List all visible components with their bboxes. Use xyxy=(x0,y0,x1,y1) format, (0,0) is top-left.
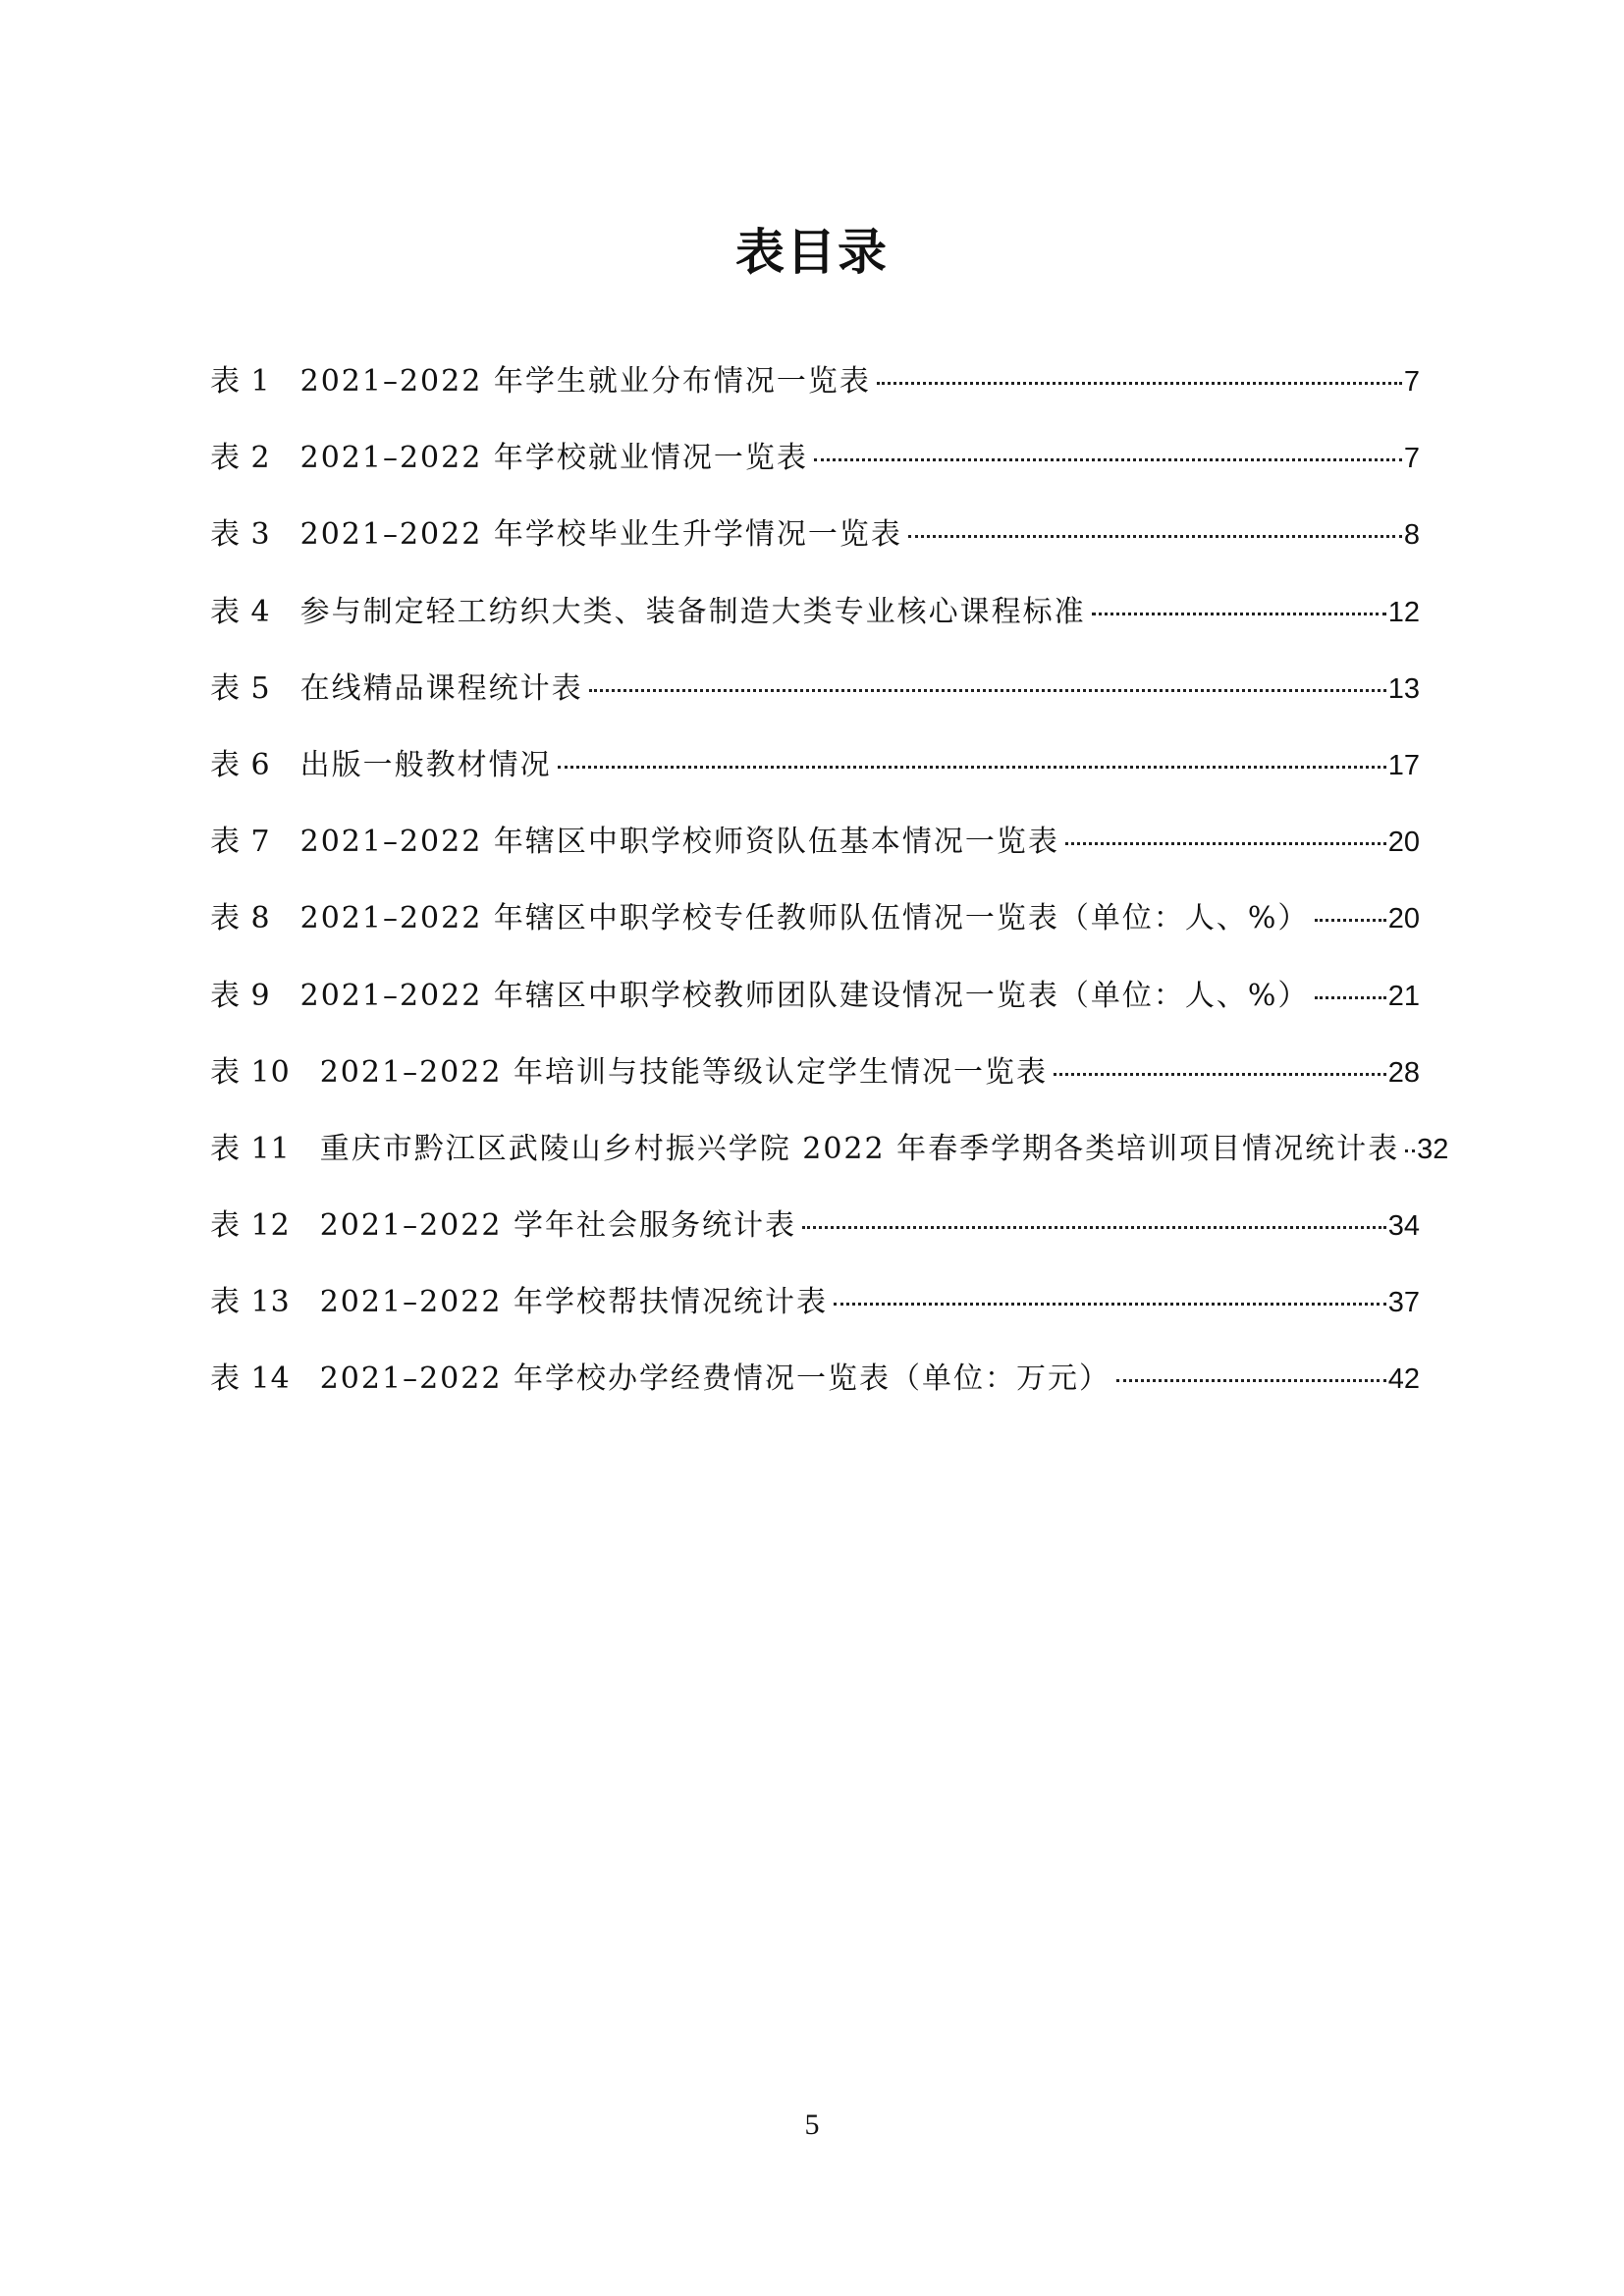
toc-entry-4[interactable] xyxy=(210,588,1420,665)
toc-entry-title: 2021–2022 年学生就业分布情况一览表 xyxy=(299,364,871,399)
toc-entry-1[interactable] xyxy=(210,357,1420,434)
toc-entry-label: 表 7 xyxy=(210,825,271,860)
toc-entry-page: 17 xyxy=(1387,749,1420,781)
toc-dot-leader xyxy=(802,1226,1386,1229)
toc-entry-page: 32 xyxy=(1417,1133,1449,1165)
toc-entry-label: 表 12 xyxy=(210,1208,291,1244)
toc-entry-14[interactable] xyxy=(210,1355,1420,1431)
toc-entry-title: 2021–2022 年学校就业情况一览表 xyxy=(299,441,808,476)
toc-entry-title: 2021–2022 年培训与技能等级认定学生情况一览表 xyxy=(319,1054,1048,1090)
toc-entry-page: 28 xyxy=(1387,1056,1420,1089)
toc-dot-leader xyxy=(1315,919,1385,922)
toc-entry-page: 20 xyxy=(1387,903,1420,935)
toc-entry-10[interactable] xyxy=(210,1048,1420,1125)
toc-dot-leader xyxy=(834,1303,1386,1306)
toc-dot-leader xyxy=(877,382,1402,385)
toc-entry-page: 42 xyxy=(1387,1363,1420,1396)
toc-entry-7[interactable] xyxy=(210,818,1420,894)
toc-entry-title: 参与制定轻工纺织大类、装备制造大类专业核心课程标准 xyxy=(299,594,1086,629)
toc-entry-page: 8 xyxy=(1403,519,1420,552)
toc-entry-page: 12 xyxy=(1387,596,1420,628)
toc-entry-9[interactable] xyxy=(210,972,1420,1048)
toc-entry-page: 21 xyxy=(1387,980,1420,1012)
toc-entry-page: 34 xyxy=(1387,1210,1420,1243)
toc-entry-title: 2021–2022 学年社会服务统计表 xyxy=(319,1208,796,1244)
toc-entry-title: 2021–2022 年辖区中职学校教师团队建设情况一览表（单位：人、%） xyxy=(299,978,1310,1013)
toc-entry-label: 表 5 xyxy=(210,670,271,706)
toc-entry-label: 表 14 xyxy=(210,1362,291,1397)
table-of-contents xyxy=(210,357,1449,1432)
toc-entry-title: 2021–2022 年辖区中职学校专任教师队伍情况一览表（单位：人、%） xyxy=(299,901,1310,936)
toc-entry-label: 表 8 xyxy=(210,901,271,936)
toc-entry-title: 在线精品课程统计表 xyxy=(299,670,583,706)
toc-dot-leader xyxy=(1315,996,1385,999)
toc-entry-label: 表 11 xyxy=(210,1131,291,1166)
toc-entry-label: 表 10 xyxy=(210,1054,291,1090)
toc-entry-page: 13 xyxy=(1387,672,1420,705)
toc-entry-13[interactable] xyxy=(210,1278,1420,1355)
page-title: 表目录 xyxy=(735,223,889,281)
toc-entry-title: 出版一般教材情况 xyxy=(299,747,552,782)
toc-entry-label: 表 6 xyxy=(210,747,271,782)
toc-entry-11[interactable] xyxy=(210,1125,1449,1201)
toc-entry-label: 表 4 xyxy=(210,594,271,629)
toc-entry-title: 2021–2022 年学校办学经费情况一览表（单位：万元） xyxy=(319,1362,1110,1397)
toc-dot-leader xyxy=(1065,842,1386,845)
toc-dot-leader xyxy=(908,535,1402,538)
toc-entry-12[interactable] xyxy=(210,1201,1420,1278)
toc-entry-6[interactable] xyxy=(210,741,1420,818)
toc-entry-label: 表 13 xyxy=(210,1285,291,1320)
toc-entry-title: 2021–2022 年学校毕业生升学情况一览表 xyxy=(299,517,902,553)
toc-entry-label: 表 3 xyxy=(210,517,271,553)
page-number: 5 xyxy=(804,2109,820,2141)
toc-entry-label: 表 9 xyxy=(210,978,271,1013)
toc-entry-title: 2021–2022 年辖区中职学校师资队伍基本情况一览表 xyxy=(299,825,1059,860)
toc-entry-page: 20 xyxy=(1387,827,1420,859)
toc-entry-5[interactable] xyxy=(210,665,1420,741)
toc-entry-page: 37 xyxy=(1387,1287,1420,1319)
toc-dot-leader xyxy=(1116,1379,1386,1382)
toc-dot-leader xyxy=(1092,613,1386,615)
toc-entry-title: 2021–2022 年学校帮扶情况统计表 xyxy=(319,1285,828,1320)
toc-dot-leader xyxy=(558,766,1386,769)
toc-entry-label: 表 1 xyxy=(210,364,271,399)
toc-entry-label: 表 2 xyxy=(210,441,271,476)
toc-dot-leader xyxy=(1054,1073,1386,1076)
toc-dot-leader xyxy=(1405,1149,1415,1152)
toc-entry-title: 重庆市黔江区武陵山乡村振兴学院 2022 年春季学期各类培训项目情况统计表 xyxy=(319,1131,1400,1166)
toc-dot-leader xyxy=(814,458,1402,461)
toc-entry-page: 7 xyxy=(1403,366,1420,398)
toc-entry-page: 7 xyxy=(1403,443,1420,475)
toc-entry-3[interactable] xyxy=(210,510,1420,587)
toc-entry-2[interactable] xyxy=(210,434,1420,510)
toc-dot-leader xyxy=(589,689,1386,692)
toc-entry-8[interactable] xyxy=(210,894,1420,971)
